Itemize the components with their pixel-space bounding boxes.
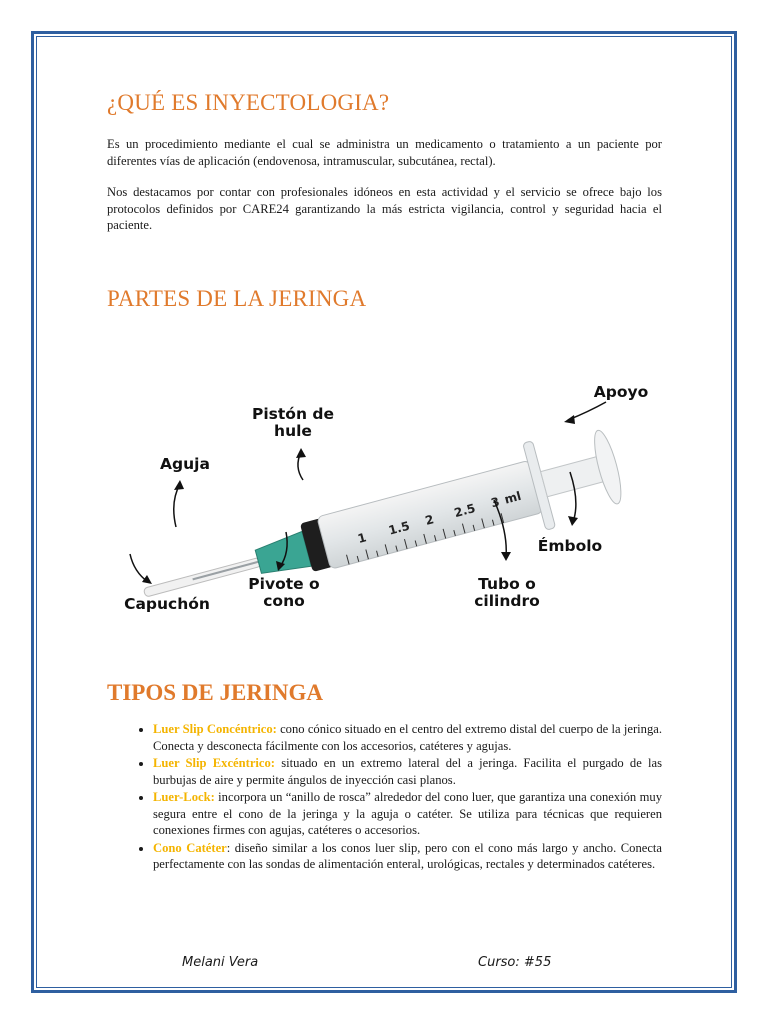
term-label: Luer Slip Excéntrico:: [153, 756, 275, 770]
paragraph-services: Nos destacamos por contar con profesionales idóneos en esta actividad y el servicio se ofrece bajo los protocolos definidos por CARE24 garantizando la más estricta vigilancia, control y seguridad hacia el paciente.: [107, 185, 662, 232]
list-item: [153, 755, 662, 788]
term-description: cono cónico situado en el centro del extremo distal del cuerpo de la jeringa. Conecta y desconecta fácilmente con los accesorios, catéteres y agujas.: [153, 722, 662, 753]
term-label: Luer-Lock:: [153, 790, 215, 804]
label-apoyo: Apoyo: [593, 383, 649, 401]
types-list: [107, 721, 662, 873]
scale-label: 2.5: [452, 501, 477, 521]
footer-course: Curso: #55: [478, 955, 552, 970]
section-title-tipos: TIPOS DE JERINGA: [107, 680, 323, 705]
list-item: [153, 721, 662, 754]
list-item: [153, 789, 662, 839]
term-description: : diseño similar a los conos luer slip, pero con el cono más largo y ancho. Conecta perfectamente con las sondas de alimentación enteral, urológicas, rectales y determinados catéteres.: [153, 840, 663, 871]
label-aguja: Aguja: [160, 455, 210, 473]
label-tubo: Tubo o cilindro: [474, 575, 540, 610]
paragraph-definition: Es un procedimiento mediante el cual se administra un medicamento o tratamiento a un paciente por diferentes vías de aplicación (endovenosa, intramuscular, subcutánea, rectal).: [107, 137, 662, 168]
label-piston: Pistón de hule: [252, 405, 334, 440]
scale-label: 3: [489, 494, 502, 511]
syringe-illustration: [118, 372, 658, 622]
term-label: Luer Slip Concéntrico:: [153, 722, 277, 736]
term-label: Cono Catéter: [153, 840, 227, 855]
term-description: incorpora un “anillo de rosca” alrededor del cono luer, que garantiza una conexión muy segura entre el cono de la jeringa y la aguja o catéter. Se utiliza para técnicas que requieren conexiones firmes con agujas, catéteres o accesorios.: [153, 790, 662, 837]
scale-label: 2: [423, 512, 436, 528]
section-title-partes: PARTES DE LA JERINGA: [107, 285, 367, 311]
syringe-figure: [118, 372, 658, 622]
scale-label: ml: [502, 488, 523, 507]
arrow-aguja: [174, 484, 180, 527]
label-capuchon: Capuchón: [124, 595, 210, 613]
list-item: [153, 840, 662, 873]
document-body: [107, 90, 662, 312]
scale-label: 1.5: [387, 518, 412, 538]
hub-shape: [254, 531, 312, 579]
section-title-inyectologia: ¿QUÉ ES INYECTOLOGIA?: [107, 90, 390, 115]
plunger-rod-shape: [541, 456, 606, 497]
types-section: [107, 680, 662, 874]
term-description: situado en un extremo lateral del a jeringa. Facilita el purgado de las burbujas de aire y permite ángulos de inyección casi planos.: [153, 756, 662, 787]
label-embolo: Émbolo: [537, 537, 603, 555]
scale-label: 1: [356, 530, 368, 546]
footer-author: Melani Vera: [182, 955, 259, 970]
label-pivote: Pivote o cono: [248, 575, 320, 610]
